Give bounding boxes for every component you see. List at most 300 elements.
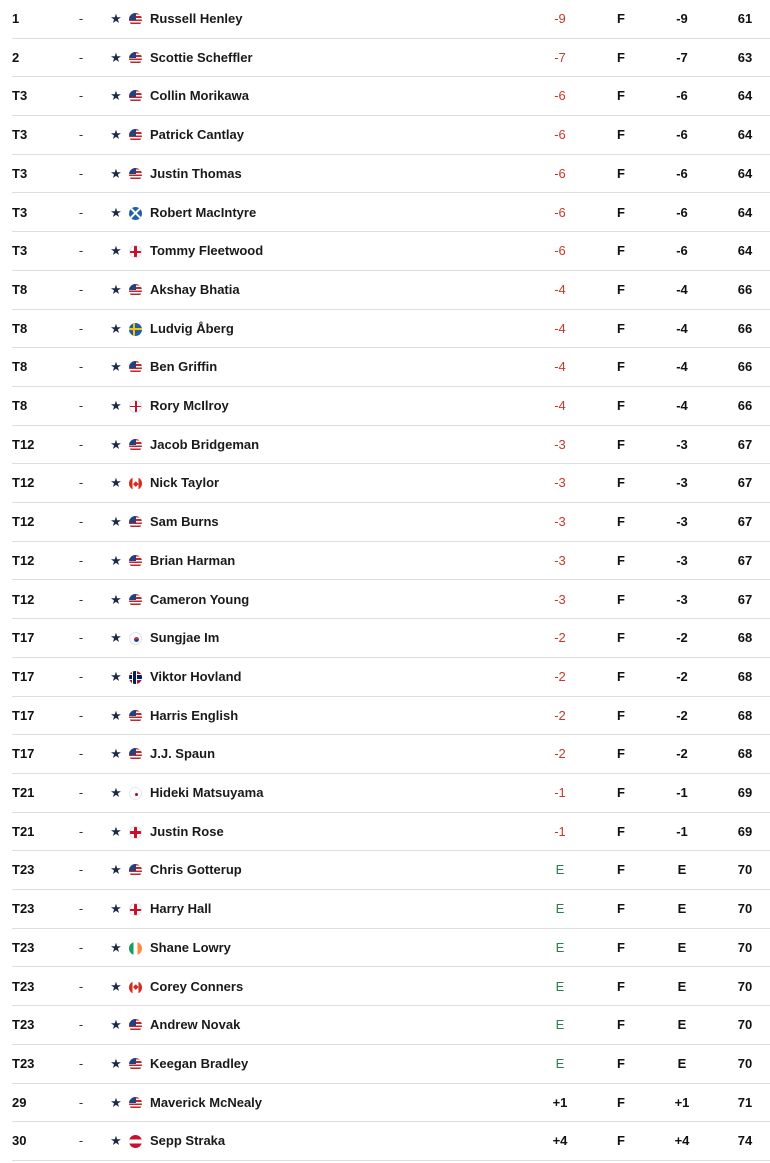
flag-cell — [129, 813, 143, 852]
thru-status: F — [617, 1133, 625, 1149]
player-name[interactable]: Robert MacIntyre — [150, 204, 257, 220]
table-row[interactable] — [0, 116, 770, 155]
favorite-star-icon[interactable]: ★ — [110, 1055, 122, 1071]
flag-cell — [129, 581, 143, 620]
position-cell: T8 — [12, 359, 28, 375]
thru-status: F — [617, 707, 625, 723]
total-score: -4 — [554, 398, 566, 413]
thru-status: F — [617, 746, 625, 762]
total-score: -3 — [554, 591, 566, 607]
round-score: 64 — [737, 204, 753, 220]
today-score: E — [677, 1055, 687, 1071]
movement-cell: - — [78, 978, 84, 994]
movement-cell: - — [78, 668, 84, 684]
table-row[interactable] — [0, 77, 770, 116]
us-flag-icon — [129, 361, 142, 374]
player-name[interactable]: Nick Taylor — [150, 475, 220, 491]
favorite-star-icon[interactable]: ★ — [110, 668, 122, 684]
us-flag-icon — [129, 1058, 142, 1071]
flag-cell — [129, 658, 143, 697]
favorite-star-icon[interactable]: ★ — [110, 707, 122, 723]
round-score: 67 — [737, 514, 753, 530]
thru-status: F — [617, 359, 625, 375]
player-name[interactable]: Ben Griffin — [150, 359, 218, 375]
today-score: -3 — [676, 514, 688, 530]
position-cell: 30 — [12, 1133, 27, 1149]
total-score: -1 — [554, 823, 566, 839]
thru-status: F — [617, 398, 625, 413]
movement-cell: - — [78, 514, 84, 530]
thru-status: F — [617, 165, 625, 181]
thru-status: F — [617, 514, 625, 530]
flag-cell — [129, 348, 143, 387]
us-flag-icon — [129, 90, 142, 103]
player-name[interactable]: Russell Henley — [150, 11, 243, 26]
us-flag-icon — [129, 710, 142, 723]
table-row[interactable] — [0, 968, 770, 1007]
favorite-star-icon[interactable]: ★ — [110, 359, 122, 375]
today-score: -6 — [676, 127, 688, 143]
total-score: +1 — [552, 1094, 568, 1110]
england-flag-icon — [129, 903, 142, 916]
table-row[interactable] — [0, 194, 770, 233]
round-score: 70 — [737, 1017, 753, 1033]
movement-cell: - — [78, 320, 84, 336]
table-row[interactable] — [0, 1084, 770, 1123]
scotland-flag-icon — [129, 207, 142, 220]
us-flag-icon — [129, 1097, 142, 1110]
flag-cell — [129, 542, 143, 581]
total-score: -9 — [554, 11, 566, 26]
round-score: 66 — [737, 359, 753, 375]
table-row[interactable] — [0, 813, 770, 852]
total-score: -7 — [554, 49, 566, 65]
movement-cell: - — [78, 746, 84, 762]
movement-cell: - — [78, 165, 84, 181]
round-score: 67 — [737, 552, 753, 568]
round-score: 66 — [737, 281, 753, 297]
table-row[interactable] — [0, 39, 770, 78]
total-score: -6 — [554, 88, 566, 104]
flag-cell — [129, 774, 143, 813]
flag-cell — [129, 39, 143, 78]
today-score: -2 — [676, 630, 688, 646]
table-row[interactable] — [0, 697, 770, 736]
favorite-star-icon[interactable]: ★ — [110, 746, 122, 762]
thru-status: F — [617, 862, 625, 878]
today-score: -6 — [676, 165, 688, 181]
favorite-star-icon[interactable]: ★ — [110, 1133, 122, 1149]
favorite-star-icon[interactable]: ★ — [110, 823, 122, 839]
movement-cell: - — [78, 127, 84, 143]
position-cell: T17 — [12, 746, 35, 762]
flag-cell — [129, 464, 143, 503]
today-score: -4 — [676, 320, 688, 336]
position-cell: T21 — [12, 785, 35, 800]
thru-status: F — [617, 88, 625, 104]
player-name[interactable]: Sepp Straka — [150, 1133, 226, 1149]
total-score: -1 — [554, 785, 566, 800]
today-score: +1 — [674, 1094, 690, 1110]
favorite-star-icon[interactable]: ★ — [110, 785, 122, 800]
favorite-star-icon[interactable]: ★ — [110, 514, 122, 530]
movement-cell: - — [78, 1094, 84, 1110]
norway-flag-icon — [129, 671, 142, 684]
thru-status: F — [617, 785, 625, 800]
today-score: -2 — [676, 746, 688, 762]
us-flag-icon — [129, 129, 142, 142]
total-score: -3 — [554, 514, 566, 530]
movement-cell: - — [78, 436, 84, 452]
position-cell: T21 — [12, 823, 35, 839]
table-row[interactable] — [0, 503, 770, 542]
table-row[interactable] — [0, 774, 770, 813]
round-score: 64 — [737, 243, 753, 259]
player-name[interactable]: Justin Rose — [150, 823, 224, 839]
round-score: 67 — [737, 591, 753, 607]
today-score: +4 — [674, 1133, 690, 1149]
movement-cell: - — [78, 901, 84, 917]
us-flag-icon — [129, 516, 142, 529]
table-row[interactable] — [0, 464, 770, 503]
total-score: -3 — [554, 436, 566, 452]
thru-status: F — [617, 978, 625, 994]
table-row[interactable] — [0, 658, 770, 697]
position-cell: T3 — [12, 165, 28, 181]
total-score: -4 — [554, 320, 566, 336]
player-name[interactable]: Hideki Matsuyama — [150, 785, 264, 800]
favorite-star-icon[interactable]: ★ — [110, 901, 122, 917]
movement-cell: - — [78, 398, 84, 413]
total-score: +4 — [552, 1133, 568, 1149]
table-row[interactable] — [0, 426, 770, 465]
flag-cell — [129, 735, 143, 774]
table-row[interactable] — [0, 387, 770, 426]
player-name[interactable]: Justin Thomas — [150, 165, 242, 181]
round-score: 70 — [737, 1055, 753, 1071]
player-name[interactable]: Sam Burns — [150, 514, 219, 530]
table-row[interactable] — [0, 1122, 770, 1161]
total-score: E — [555, 978, 565, 994]
favorite-star-icon[interactable]: ★ — [110, 398, 122, 413]
thru-status: F — [617, 127, 625, 143]
thru-status: F — [617, 11, 625, 26]
favorite-star-icon[interactable]: ★ — [110, 281, 122, 297]
total-score: E — [555, 939, 565, 955]
korea-flag-icon — [129, 632, 142, 645]
us-flag-icon — [129, 284, 142, 297]
position-cell: T8 — [12, 398, 28, 413]
position-cell: T23 — [12, 978, 35, 994]
favorite-star-icon[interactable]: ★ — [110, 978, 122, 994]
round-score: 68 — [737, 668, 753, 684]
movement-cell: - — [78, 707, 84, 723]
flag-cell — [129, 310, 143, 349]
england-flag-icon — [129, 826, 142, 839]
thru-status: F — [617, 49, 625, 65]
flag-cell — [129, 503, 143, 542]
player-name[interactable]: Collin Morikawa — [150, 88, 249, 104]
favorite-star-icon[interactable]: ★ — [110, 939, 122, 955]
flag-cell — [129, 851, 143, 890]
round-score: 70 — [737, 978, 753, 994]
canada-flag-icon — [129, 981, 142, 994]
movement-cell: - — [78, 243, 84, 259]
favorite-star-icon[interactable]: ★ — [110, 204, 122, 220]
favorite-star-icon[interactable]: ★ — [110, 320, 122, 336]
movement-cell: - — [78, 823, 84, 839]
position-cell: T3 — [12, 127, 28, 143]
thru-status: F — [617, 552, 625, 568]
us-flag-icon — [129, 439, 142, 452]
thru-status: F — [617, 630, 625, 646]
favorite-star-icon[interactable]: ★ — [110, 243, 122, 259]
thru-status: F — [617, 1094, 625, 1110]
player-name[interactable]: Viktor Hovland — [150, 668, 242, 684]
player-name[interactable]: Brian Harman — [150, 552, 236, 568]
total-score: -2 — [554, 746, 566, 762]
total-score: -2 — [554, 630, 566, 646]
player-name[interactable]: Chris Gotterup — [150, 862, 242, 878]
player-name[interactable]: Ludvig Åberg — [150, 320, 234, 336]
round-score: 68 — [737, 630, 753, 646]
today-score: -2 — [676, 668, 688, 684]
flag-cell — [129, 929, 143, 968]
favorite-star-icon[interactable]: ★ — [110, 1094, 122, 1110]
thru-status: F — [617, 901, 625, 917]
movement-cell: - — [78, 591, 84, 607]
table-row[interactable] — [0, 929, 770, 968]
position-cell: T23 — [12, 939, 35, 955]
round-score: 66 — [737, 320, 753, 336]
flag-cell — [129, 387, 143, 426]
favorite-star-icon[interactable]: ★ — [110, 475, 122, 491]
today-score: -6 — [676, 243, 688, 259]
thru-status: F — [617, 436, 625, 452]
player-name[interactable]: Harris English — [150, 707, 239, 723]
position-cell: T12 — [12, 475, 35, 491]
today-score: -3 — [676, 475, 688, 491]
thru-status: F — [617, 668, 625, 684]
player-name[interactable]: Tommy Fleetwood — [150, 243, 264, 259]
today-score: -4 — [676, 359, 688, 375]
today-score: -3 — [676, 436, 688, 452]
favorite-star-icon[interactable]: ★ — [110, 49, 122, 65]
round-score: 70 — [737, 939, 753, 955]
today-score: -7 — [676, 49, 688, 65]
thru-status: F — [617, 823, 625, 839]
player-name[interactable]: Shane Lowry — [150, 939, 231, 955]
table-row[interactable] — [0, 1045, 770, 1084]
player-name[interactable]: J.J. Spaun — [150, 746, 216, 762]
total-score: -2 — [554, 668, 566, 684]
player-name[interactable]: Maverick McNealy — [150, 1094, 263, 1110]
table-row[interactable] — [0, 271, 770, 310]
today-score: -1 — [676, 785, 688, 800]
position-cell: 29 — [12, 1094, 27, 1110]
round-score: 70 — [737, 901, 753, 917]
us-flag-icon — [129, 13, 142, 26]
total-score: -4 — [554, 281, 566, 297]
position-cell: T12 — [12, 591, 35, 607]
movement-cell: - — [78, 281, 84, 297]
position-cell: 2 — [12, 49, 20, 65]
table-row[interactable] — [0, 348, 770, 387]
table-row[interactable] — [0, 619, 770, 658]
us-flag-icon — [129, 1019, 142, 1032]
position-cell: T17 — [12, 630, 35, 646]
round-score: 69 — [737, 823, 753, 839]
total-score: E — [555, 1055, 565, 1071]
flag-cell — [129, 1122, 143, 1161]
position-cell: T3 — [12, 88, 28, 104]
today-score: -4 — [676, 281, 688, 297]
us-flag-icon — [129, 168, 142, 181]
table-row[interactable] — [0, 851, 770, 890]
total-score: E — [555, 901, 565, 917]
round-score: 68 — [737, 746, 753, 762]
round-score: 69 — [737, 785, 753, 800]
us-flag-icon — [129, 52, 142, 65]
movement-cell: - — [78, 359, 84, 375]
round-score: 61 — [737, 11, 753, 26]
position-cell: T8 — [12, 320, 28, 336]
favorite-star-icon[interactable]: ★ — [110, 591, 122, 607]
table-row[interactable] — [0, 1006, 770, 1045]
england-flag-icon — [129, 245, 142, 258]
today-score: -4 — [676, 398, 688, 413]
flag-cell — [129, 1084, 143, 1123]
flag-cell — [129, 968, 143, 1007]
round-score: 67 — [737, 436, 753, 452]
table-row[interactable] — [0, 735, 770, 774]
today-score: E — [677, 901, 687, 917]
ireland-flag-icon — [129, 942, 142, 955]
round-score: 64 — [737, 165, 753, 181]
total-score: E — [555, 862, 565, 878]
round-score: 74 — [737, 1133, 753, 1149]
round-score: 66 — [737, 398, 753, 413]
position-cell: T3 — [12, 204, 28, 220]
movement-cell: - — [78, 49, 84, 65]
today-score: E — [677, 1017, 687, 1033]
flag-cell — [129, 116, 143, 155]
round-score: 71 — [737, 1094, 753, 1110]
position-cell: T23 — [12, 1055, 35, 1071]
movement-cell: - — [78, 1055, 84, 1071]
us-flag-icon — [129, 594, 142, 607]
player-name[interactable]: Cameron Young — [150, 591, 250, 607]
position-cell: T3 — [12, 243, 28, 259]
flag-cell — [129, 77, 143, 116]
favorite-star-icon[interactable]: ★ — [110, 127, 122, 143]
favorite-star-icon[interactable]: ★ — [110, 552, 122, 568]
player-name[interactable]: Sungjae Im — [150, 630, 220, 646]
player-name[interactable]: Harry Hall — [150, 901, 212, 917]
favorite-star-icon[interactable]: ★ — [110, 88, 122, 104]
flag-cell — [129, 155, 143, 194]
player-name[interactable]: Patrick Cantlay — [150, 127, 244, 143]
round-score: 64 — [737, 127, 753, 143]
thru-status: F — [617, 591, 625, 607]
total-score: -6 — [554, 204, 566, 220]
total-score: -4 — [554, 359, 566, 375]
player-name[interactable]: Andrew Novak — [150, 1017, 241, 1033]
round-score: 64 — [737, 88, 753, 104]
movement-cell: - — [78, 552, 84, 568]
us-flag-icon — [129, 555, 142, 568]
thru-status: F — [617, 281, 625, 297]
japan-flag-icon — [129, 787, 142, 800]
today-score: -9 — [676, 11, 688, 26]
table-row[interactable] — [0, 310, 770, 349]
flag-cell — [129, 232, 143, 271]
table-row[interactable] — [0, 155, 770, 194]
movement-cell: - — [78, 785, 84, 800]
favorite-star-icon[interactable]: ★ — [110, 165, 122, 181]
player-name[interactable]: Jacob Bridgeman — [150, 436, 260, 452]
today-score: E — [677, 978, 687, 994]
today-score: E — [677, 862, 687, 878]
position-cell: T12 — [12, 436, 35, 452]
player-name[interactable]: Keegan Bradley — [150, 1055, 249, 1071]
movement-cell: - — [78, 88, 84, 104]
round-score: 70 — [737, 862, 753, 878]
position-cell: T23 — [12, 1017, 35, 1033]
movement-cell: - — [78, 204, 84, 220]
us-flag-icon — [129, 748, 142, 761]
player-name[interactable]: Corey Conners — [150, 978, 244, 994]
today-score: -6 — [676, 204, 688, 220]
table-row[interactable] — [0, 0, 770, 39]
favorite-star-icon[interactable]: ★ — [110, 11, 122, 26]
total-score: -6 — [554, 127, 566, 143]
us-flag-icon — [129, 864, 142, 877]
movement-cell: - — [78, 475, 84, 491]
today-score: -2 — [676, 707, 688, 723]
movement-cell: - — [78, 11, 84, 26]
favorite-star-icon[interactable]: ★ — [110, 436, 122, 452]
position-cell: T12 — [12, 552, 35, 568]
table-row[interactable] — [0, 890, 770, 929]
northern-ireland-flag-icon — [129, 400, 142, 413]
position-cell: T12 — [12, 514, 35, 530]
flag-cell — [129, 619, 143, 658]
favorite-star-icon[interactable]: ★ — [110, 630, 122, 646]
thru-status: F — [617, 243, 625, 259]
table-row[interactable] — [0, 581, 770, 620]
movement-cell: - — [78, 1133, 84, 1149]
today-score: -3 — [676, 552, 688, 568]
flag-cell — [129, 890, 143, 929]
sweden-flag-icon — [129, 323, 142, 336]
movement-cell: - — [78, 630, 84, 646]
table-row[interactable] — [0, 542, 770, 581]
total-score: -3 — [554, 552, 566, 568]
table-row[interactable] — [0, 232, 770, 271]
player-name[interactable]: Rory McIlroy — [150, 398, 229, 413]
total-score: -6 — [554, 165, 566, 181]
movement-cell: - — [78, 862, 84, 878]
favorite-star-icon[interactable]: ★ — [110, 862, 122, 878]
thru-status: F — [617, 320, 625, 336]
player-name[interactable]: Scottie Scheffler — [150, 49, 253, 65]
position-cell: T17 — [12, 707, 35, 723]
player-name[interactable]: Akshay Bhatia — [150, 281, 240, 297]
position-cell: T8 — [12, 281, 28, 297]
thru-status: F — [617, 1055, 625, 1071]
favorite-star-icon[interactable]: ★ — [110, 1017, 122, 1033]
